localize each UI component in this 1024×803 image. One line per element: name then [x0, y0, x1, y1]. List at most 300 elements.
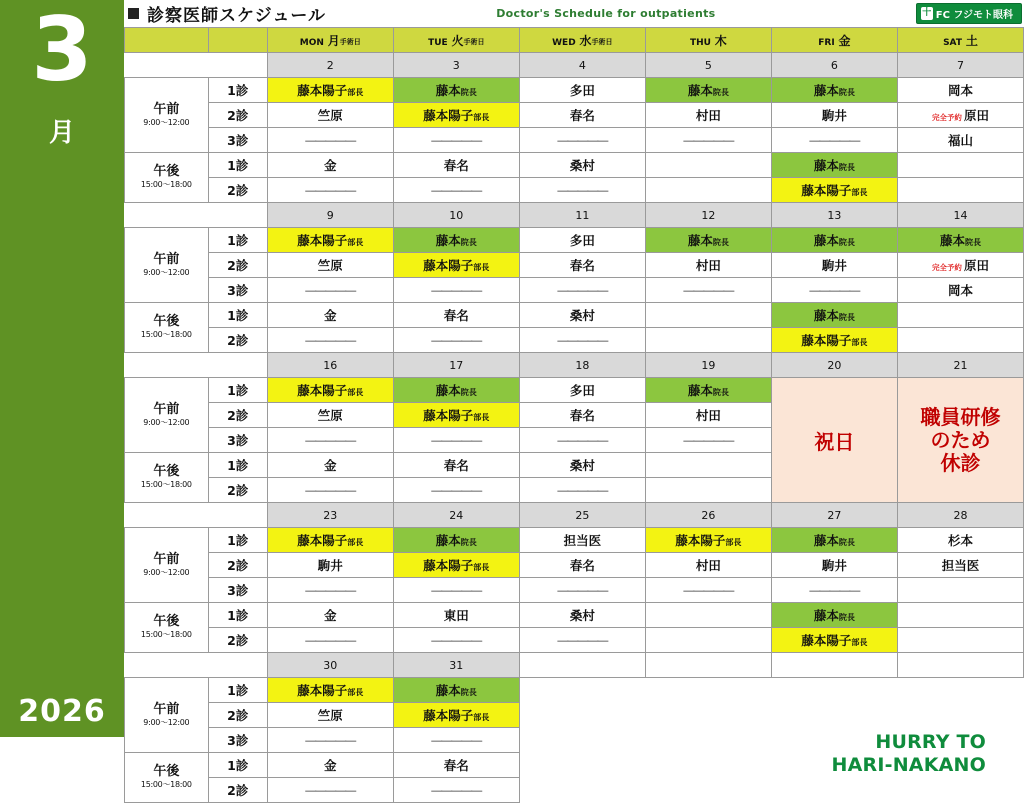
doctor-name: 藤本陽子部長	[423, 708, 490, 723]
time-label-pm: 午後 15:00～18:00	[125, 153, 209, 203]
empty-dash: ―――――	[431, 784, 482, 797]
doctor-name: 藤本院長	[813, 608, 855, 623]
doctor-name: 駒井	[821, 558, 847, 573]
doctor-name: 岡本	[947, 83, 973, 98]
room-label: 2診	[208, 253, 267, 278]
schedule-cell	[267, 678, 393, 703]
schedule-cell	[267, 228, 393, 253]
date-cell: 24	[393, 503, 519, 528]
schedule-row	[125, 103, 1024, 128]
doctor-name: 藤本院長	[435, 533, 477, 548]
schedule-cell	[267, 278, 393, 303]
schedule-cell	[393, 153, 519, 178]
schedule-cell-empty	[645, 678, 771, 703]
schedule-cell	[519, 578, 645, 603]
schedule-cell	[267, 328, 393, 353]
empty-dash: ―――――	[305, 634, 356, 647]
empty-dash: ―――――	[809, 134, 860, 147]
empty-dash: ―――――	[431, 184, 482, 197]
schedule-cell	[519, 278, 645, 303]
date-cell: 12	[645, 203, 771, 228]
month-kanji: 月	[48, 118, 75, 148]
schedule-cell	[645, 403, 771, 428]
room-label: 1診	[208, 753, 267, 778]
schedule-cell	[897, 278, 1023, 303]
time-label-pm: 午後 15:00～18:00	[125, 303, 209, 353]
room-label: 1診	[208, 228, 267, 253]
empty-dash: ―――――	[431, 134, 482, 147]
schedule-cell	[267, 728, 393, 753]
schedule-cell	[393, 478, 519, 503]
schedule-row	[125, 778, 1024, 803]
date-cell: 13	[771, 203, 897, 228]
header-day-mon: MON 月手術日	[267, 28, 393, 53]
time-label-am: 午前 9:00～12:00	[125, 528, 209, 603]
schedule-cell	[267, 303, 393, 328]
empty-dash: ―――――	[557, 334, 608, 347]
doctor-name: 藤本院長	[435, 383, 477, 398]
schedule-cell	[519, 428, 645, 453]
date-cell: 3	[393, 53, 519, 78]
date-row-spacer-room	[208, 653, 267, 678]
schedule-content	[124, 0, 1024, 798]
empty-dash: ―――――	[305, 434, 356, 447]
schedule-cell	[393, 78, 519, 103]
time-label-am: 午前 9:00～12:00	[125, 228, 209, 303]
room-label: 1診	[208, 678, 267, 703]
doctor-name: 多田	[569, 383, 595, 398]
schedule-cell	[267, 453, 393, 478]
schedule-cell	[519, 403, 645, 428]
doctor-name: 藤本陽子部長	[297, 683, 364, 698]
doctor-name: 藤本陽子部長	[423, 108, 490, 123]
schedule-cell	[771, 553, 897, 578]
empty-dash: ―――――	[305, 734, 356, 747]
date-cell: 19	[645, 353, 771, 378]
doctor-name: 藤本陽子部長	[801, 183, 868, 198]
schedule-cell	[771, 153, 897, 178]
header-day-sat: SAT 土	[897, 28, 1023, 53]
doctor-name: 金	[324, 608, 337, 623]
empty-dash: ―――――	[305, 584, 356, 597]
time-label-pm: 午後 15:00～18:00	[125, 753, 209, 803]
time-label-pm: 午後 15:00～18:00	[125, 603, 209, 653]
doctor-name: 桑村	[569, 308, 595, 323]
doctor-name: 金	[324, 308, 337, 323]
empty-dash: ―――――	[305, 284, 356, 297]
room-label: 2診	[208, 103, 267, 128]
schedule-row	[125, 153, 1024, 178]
doctor-name: 藤本院長	[687, 83, 729, 98]
date-cell: 4	[519, 53, 645, 78]
empty-dash: ―――――	[431, 484, 482, 497]
date-row	[125, 353, 1024, 378]
schedule-cell	[519, 128, 645, 153]
schedule-table	[124, 27, 1024, 803]
schedule-row	[125, 578, 1024, 603]
empty-dash: ―――――	[305, 184, 356, 197]
room-label: 2診	[208, 178, 267, 203]
time-label-pm: 午後 15:00～18:00	[125, 453, 209, 503]
schedule-cell	[519, 628, 645, 653]
doctor-name: 春名	[569, 108, 595, 123]
empty-dash: ―――――	[431, 734, 482, 747]
schedule-cell	[897, 153, 1023, 178]
schedule-cell	[393, 753, 519, 778]
empty-dash: ―――――	[557, 434, 608, 447]
date-cell: 18	[519, 353, 645, 378]
schedule-cell	[393, 553, 519, 578]
doctor-name: 春名	[569, 558, 595, 573]
schedule-cell	[393, 528, 519, 553]
schedule-cell-empty	[897, 703, 1023, 728]
empty-dash: ―――――	[431, 584, 482, 597]
schedule-row	[125, 178, 1024, 203]
schedule-cell	[393, 703, 519, 728]
schedule-row	[125, 303, 1024, 328]
schedule-cell	[267, 178, 393, 203]
doctor-name: 駒井	[821, 258, 847, 273]
room-label: 1診	[208, 78, 267, 103]
schedule-cell	[267, 103, 393, 128]
footer-slogan-line1: HURRY TO	[875, 731, 986, 754]
date-cell: 31	[393, 653, 519, 678]
room-label: 2診	[208, 478, 267, 503]
schedule-cell	[897, 528, 1023, 553]
date-cell	[645, 653, 771, 678]
schedule-cell-empty	[519, 753, 645, 778]
schedule-cell	[393, 628, 519, 653]
schedule-cell	[897, 128, 1023, 153]
closed-notice: 職員研修 のため 休診	[920, 404, 1001, 475]
schedule-cell	[645, 553, 771, 578]
schedule-row	[125, 253, 1024, 278]
page-title: 診察医師スケジュール	[147, 5, 326, 26]
schedule-cell	[519, 378, 645, 403]
schedule-cell	[645, 228, 771, 253]
schedule-cell	[393, 778, 519, 803]
schedule-cell	[393, 428, 519, 453]
doctor-name: 藤本陽子部長	[297, 533, 364, 548]
schedule-cell	[645, 253, 771, 278]
room-label: 1診	[208, 303, 267, 328]
schedule-cell	[519, 78, 645, 103]
cross-icon: 十	[922, 7, 932, 18]
table-wrapper	[124, 27, 1024, 803]
schedule-cell	[519, 303, 645, 328]
schedule-cell	[519, 103, 645, 128]
doctor-name: 藤本陽子部長	[297, 383, 364, 398]
doctor-name: 金	[324, 758, 337, 773]
room-label: 1診	[208, 528, 267, 553]
schedule-cell	[771, 578, 897, 603]
schedule-cell	[267, 628, 393, 653]
doctor-name: 藤本院長	[813, 83, 855, 98]
schedule-cell	[645, 628, 771, 653]
schedule-cell-empty	[519, 703, 645, 728]
room-label: 1診	[208, 153, 267, 178]
room-label: 1診	[208, 603, 267, 628]
time-label-am: 午前 9:00～12:00	[125, 678, 209, 753]
date-cell: 6	[771, 53, 897, 78]
header-blank-room	[208, 28, 267, 53]
schedule-cell	[267, 128, 393, 153]
schedule-cell	[267, 778, 393, 803]
schedule-row	[125, 678, 1024, 703]
schedule-cell	[393, 103, 519, 128]
schedule-cell-empty	[645, 753, 771, 778]
schedule-row	[125, 128, 1024, 153]
doctor-name: 駒井	[821, 108, 847, 123]
schedule-cell	[267, 703, 393, 728]
doctor-name: 藤本陽子部長	[423, 408, 490, 423]
date-row-spacer-room	[208, 353, 267, 378]
empty-dash: ―――――	[557, 284, 608, 297]
schedule-cell	[897, 553, 1023, 578]
empty-dash: ―――――	[683, 284, 734, 297]
schedule-cell	[897, 328, 1023, 353]
empty-dash: ―――――	[683, 134, 734, 147]
doctor-name: 藤本院長	[687, 233, 729, 248]
header-day-wed: WED 水手術日	[519, 28, 645, 53]
schedule-cell	[393, 728, 519, 753]
schedule-cell	[645, 103, 771, 128]
doctor-name: 竺原	[317, 108, 343, 123]
doctor-name: 藤本院長	[435, 83, 477, 98]
schedule-cell	[897, 578, 1023, 603]
clinic-logo	[916, 3, 1022, 24]
schedule-cell	[267, 478, 393, 503]
doctor-name: 春名	[443, 308, 469, 323]
schedule-cell	[771, 228, 897, 253]
date-row-spacer-room	[208, 203, 267, 228]
schedule-cell	[645, 128, 771, 153]
date-row-spacer-room	[208, 503, 267, 528]
date-cell: 27	[771, 503, 897, 528]
empty-dash: ―――――	[305, 334, 356, 347]
schedule-row	[125, 378, 1024, 403]
schedule-row	[125, 628, 1024, 653]
date-cell: 7	[897, 53, 1023, 78]
doctor-name: 担当医	[563, 533, 602, 548]
empty-dash: ―――――	[683, 434, 734, 447]
month-panel	[0, 0, 124, 737]
schedule-cell	[645, 453, 771, 478]
schedule-cell	[519, 328, 645, 353]
empty-dash: ―――――	[431, 334, 482, 347]
room-label: 2診	[208, 778, 267, 803]
schedule-cell	[645, 78, 771, 103]
header-row	[125, 28, 1024, 53]
holiday-label: 祝日	[814, 429, 855, 454]
empty-dash: ―――――	[305, 784, 356, 797]
empty-dash: ―――――	[431, 284, 482, 297]
schedule-cell	[267, 753, 393, 778]
date-cell	[897, 653, 1023, 678]
doctor-name: 桑村	[569, 608, 595, 623]
header-day-tue: TUE 火手術日	[393, 28, 519, 53]
doctor-name: 桑村	[569, 158, 595, 173]
schedule-cell	[771, 603, 897, 628]
schedule-row	[125, 228, 1024, 253]
doctor-name: 藤本院長	[813, 308, 855, 323]
schedule-cell	[645, 178, 771, 203]
schedule-cell-empty	[519, 678, 645, 703]
doctor-name: 福山	[947, 133, 973, 148]
schedule-cell	[771, 628, 897, 653]
schedule-cell	[645, 303, 771, 328]
empty-dash: ―――――	[683, 584, 734, 597]
schedule-row	[125, 328, 1024, 353]
date-row-spacer-time	[125, 503, 209, 528]
date-row-spacer-time	[125, 653, 209, 678]
room-label: 1診	[208, 453, 267, 478]
schedule-cell	[393, 378, 519, 403]
schedule-row	[125, 553, 1024, 578]
date-cell: 10	[393, 203, 519, 228]
schedule-cell	[645, 278, 771, 303]
schedule-cell	[519, 603, 645, 628]
room-label: 1診	[208, 378, 267, 403]
schedule-cell	[897, 228, 1023, 253]
schedule-cell	[393, 403, 519, 428]
doctor-name: 藤本陽子部長	[297, 83, 364, 98]
clinic-logo-text: FC フジモト眼科	[935, 9, 1013, 21]
doctor-name: 藤本院長	[435, 683, 477, 698]
schedule-cell	[267, 528, 393, 553]
schedule-cell	[645, 528, 771, 553]
reservation-badge: 完全予約	[931, 113, 962, 122]
schedule-cell	[771, 253, 897, 278]
header-blank-time	[125, 28, 209, 53]
schedule-cell	[393, 178, 519, 203]
doctor-name: 原田	[963, 108, 989, 123]
schedule-cell-empty	[645, 703, 771, 728]
date-cell: 14	[897, 203, 1023, 228]
schedule-cell	[771, 128, 897, 153]
date-cell: 5	[645, 53, 771, 78]
empty-dash: ―――――	[305, 484, 356, 497]
date-row	[125, 53, 1024, 78]
empty-dash: ―――――	[557, 134, 608, 147]
doctor-name: 春名	[443, 758, 469, 773]
schedule-row	[125, 78, 1024, 103]
schedule-cell	[519, 478, 645, 503]
doctor-name: 岡本	[947, 283, 973, 298]
time-label-am: 午前 9:00～12:00	[125, 78, 209, 153]
square-bullet-icon	[128, 8, 139, 19]
schedule-cell	[519, 178, 645, 203]
schedule-row	[125, 528, 1024, 553]
schedule-cell	[393, 328, 519, 353]
date-cell: 21	[897, 353, 1023, 378]
year-label: 2026	[18, 694, 106, 729]
date-cell: 23	[267, 503, 393, 528]
date-cell	[771, 653, 897, 678]
doctor-name: 竺原	[317, 708, 343, 723]
date-cell: 16	[267, 353, 393, 378]
schedule-cell	[393, 303, 519, 328]
empty-dash: ―――――	[557, 584, 608, 597]
date-row	[125, 503, 1024, 528]
date-cell: 30	[267, 653, 393, 678]
schedule-row	[125, 603, 1024, 628]
empty-dash: ―――――	[431, 634, 482, 647]
schedule-cell	[267, 603, 393, 628]
schedule-cell	[645, 428, 771, 453]
schedule-cell	[267, 153, 393, 178]
doctor-name: 村田	[695, 558, 721, 573]
schedule-cell-empty	[645, 778, 771, 803]
doctor-name: 竺原	[317, 258, 343, 273]
schedule-cell	[519, 528, 645, 553]
schedule-cell-empty	[771, 703, 897, 728]
doctor-name: 藤本院長	[813, 158, 855, 173]
empty-dash: ―――――	[809, 584, 860, 597]
schedule-cell	[267, 253, 393, 278]
schedule-cell	[267, 78, 393, 103]
empty-dash: ―――――	[557, 184, 608, 197]
date-row-spacer-time	[125, 203, 209, 228]
schedule-cell	[897, 628, 1023, 653]
date-row-spacer-time	[125, 53, 209, 78]
doctor-name: 駒井	[317, 558, 343, 573]
room-label: 3診	[208, 278, 267, 303]
schedule-cell	[267, 553, 393, 578]
empty-dash: ―――――	[557, 484, 608, 497]
date-cell: 28	[897, 503, 1023, 528]
schedule-cell	[519, 453, 645, 478]
doctor-name: 藤本陽子部長	[801, 333, 868, 348]
reservation-badge: 完全予約	[931, 263, 962, 272]
schedule-cell	[897, 603, 1023, 628]
date-cell: 20	[771, 353, 897, 378]
date-row	[125, 203, 1024, 228]
doctor-name: 春名	[443, 458, 469, 473]
schedule-cell	[393, 678, 519, 703]
doctor-name: 多田	[569, 83, 595, 98]
date-cell	[519, 653, 645, 678]
doctor-name: 藤本陽子部長	[675, 533, 742, 548]
schedule-cell	[897, 103, 1023, 128]
doctor-name: 春名	[443, 158, 469, 173]
footer-slogan-line2: HARI-NAKANO	[831, 754, 986, 777]
schedule-cell	[393, 578, 519, 603]
schedule-cell-empty	[771, 678, 897, 703]
schedule-cell	[771, 178, 897, 203]
doctor-name: 担当医	[941, 558, 980, 573]
room-label: 2診	[208, 628, 267, 653]
schedule-cell	[267, 403, 393, 428]
date-row	[125, 653, 1024, 678]
header-day-fri: FRI 金	[771, 28, 897, 53]
page-subtitle: Doctor's Schedule for outpatients	[496, 6, 716, 20]
room-label: 3診	[208, 578, 267, 603]
doctor-name: 杉本	[947, 533, 973, 548]
doctor-name: 村田	[695, 258, 721, 273]
date-cell: 17	[393, 353, 519, 378]
date-cell: 2	[267, 53, 393, 78]
schedule-cell	[267, 378, 393, 403]
schedule-cell	[897, 253, 1023, 278]
doctor-name: 竺原	[317, 408, 343, 423]
schedule-cell	[897, 178, 1023, 203]
date-cell: 9	[267, 203, 393, 228]
schedule-cell	[267, 428, 393, 453]
schedule-row	[125, 278, 1024, 303]
training-cell	[897, 378, 1023, 503]
time-label-am: 午前 9:00～12:00	[125, 378, 209, 453]
